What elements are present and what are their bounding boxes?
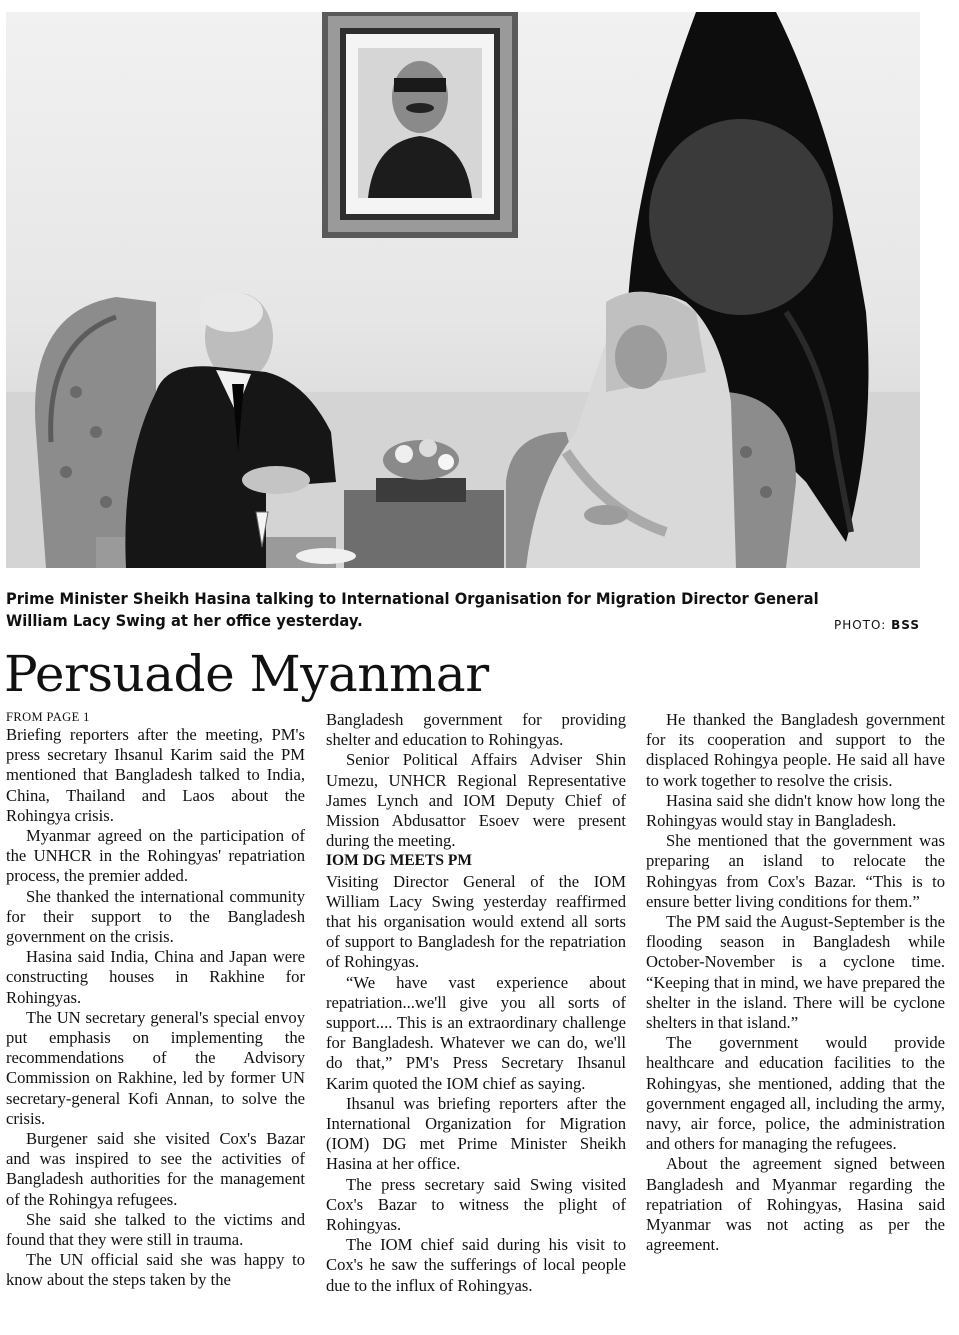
paragraph: The IOM chief said during his visit to Cox's he saw the sufferings of local people due to the influx of Rohingyas. bbox=[326, 1235, 626, 1295]
credit-source: BSS bbox=[891, 618, 920, 632]
article-column-1 bbox=[6, 710, 305, 1335]
paragraph: “We have vast experience about repatriation...we'll give you all sorts of support.... This is an extraordinary challenge for Bangladesh. Whatever we can do, we'll do that,” PM's Press Secretary Ihsanul Karim quoted the IOM chief as saying. bbox=[326, 972, 626, 1093]
paragraph: She mentioned that the government was preparing an island to relocate the Rohingyas from Cox's Bazar. “This is to ensure better living conditions for them.” bbox=[646, 831, 945, 911]
photo-caption: Prime Minister Sheikh Hasina talking to International Organisation for Migration Director General William Lacy Swing at her office yesterday. bbox=[6, 589, 819, 630]
paragraph: The PM said the August-September is the flooding season in Bangladesh while October-November is a cyclone time. “Keeping that in mind, we have prepared the shelter in the island. There will be cyclone shelters in that island.” bbox=[646, 912, 945, 1033]
paragraph: The press secretary said Swing visited Cox's Bazar to witness the plight of Rohingyas. bbox=[326, 1174, 626, 1235]
paragraph: The government would provide healthcare and education facilities to the Rohingyas, she mentioned, adding that the government engaged all, including the army, navy, air force, police, the administration and others for managing the refugees. bbox=[646, 1033, 945, 1154]
paragraph: Ihsanul was briefing reporters after the International Organization for Migration (IOM) DG met Prime Minister Sheikh Hasina at her office. bbox=[326, 1093, 626, 1174]
portrait-frame bbox=[322, 12, 518, 238]
photo-illustration bbox=[6, 12, 920, 568]
paragraph: He thanked the Bangladesh government for its cooperation and support to the displaced Rohingya people. He said all have to work together to resolve the crisis. bbox=[646, 710, 945, 790]
paragraph: Visiting Director General of the IOM William Lacy Swing yesterday reaffirmed that his organisation would extend all sorts of support to Bangladesh for the repatriation of Rohingyas. bbox=[326, 871, 626, 972]
article-column-2 bbox=[326, 710, 626, 1335]
kicker-from-page-1: FROM PAGE 1 bbox=[6, 710, 90, 724]
paragraph: Senior Political Affairs Adviser Shin Umezu, UNHCR Regional Representative James Lynch and IOM Deputy Chief of Mission Abdusattor Esoev were present during the meeting. bbox=[326, 750, 626, 851]
paragraph: Briefing reporters after the meeting, PM's press secretary Ihsanul Karim said the PM mentioned that Bangladesh talked to India, China, Thailand and Laos about the Rohingya crisis. bbox=[6, 725, 305, 825]
paragraph: She thanked the international community for their support to the Bangladesh government on the crisis. bbox=[6, 886, 305, 947]
headline: Persuade Myanmar bbox=[4, 645, 489, 703]
paragraph-continued: Bangladesh government for providing shelter and education to Rohingyas. bbox=[326, 710, 626, 750]
article-column-3 bbox=[646, 710, 945, 1335]
paragraph: The UN secretary general's special envoy put emphasis on implementing the recommendations of the Advisory Commission on Rakhine, led by former UN secretary-general Kofi Annan, to solve the crisis. bbox=[6, 1007, 305, 1128]
credit-label: PHOTO: bbox=[833, 618, 887, 632]
paragraph: Hasina said she didn't know how long the Rohingyas would stay in Bangladesh. bbox=[646, 790, 945, 831]
paragraph: About the agreement signed between Bangladesh and Myanmar regarding the repatriation of Rohingyas, Hasina said Myanmar was not acting as per the agreement. bbox=[646, 1154, 945, 1255]
paragraph: Myanmar agreed on the participation of the UNHCR in the Rohingyas' repatriation process, the premier added. bbox=[6, 826, 305, 886]
paragraph: She said she talked to the victims and found that they were still in trauma. bbox=[6, 1209, 305, 1250]
subhead-iom-dg-meets-pm: IOM DG MEETS PM bbox=[326, 852, 472, 870]
news-photo bbox=[6, 12, 920, 568]
paragraph: Burgener said she visited Cox's Bazar and was inspired to see the activities of Bangladesh authorities for the management of the Rohingya refugees. bbox=[6, 1129, 305, 1209]
paragraph: The UN official said she was happy to know about the steps taken by the bbox=[6, 1250, 305, 1290]
paragraph: Hasina said India, China and Japan were constructing houses in Rakhine for Rohingyas. bbox=[6, 947, 305, 1007]
photo-credit bbox=[834, 618, 920, 632]
